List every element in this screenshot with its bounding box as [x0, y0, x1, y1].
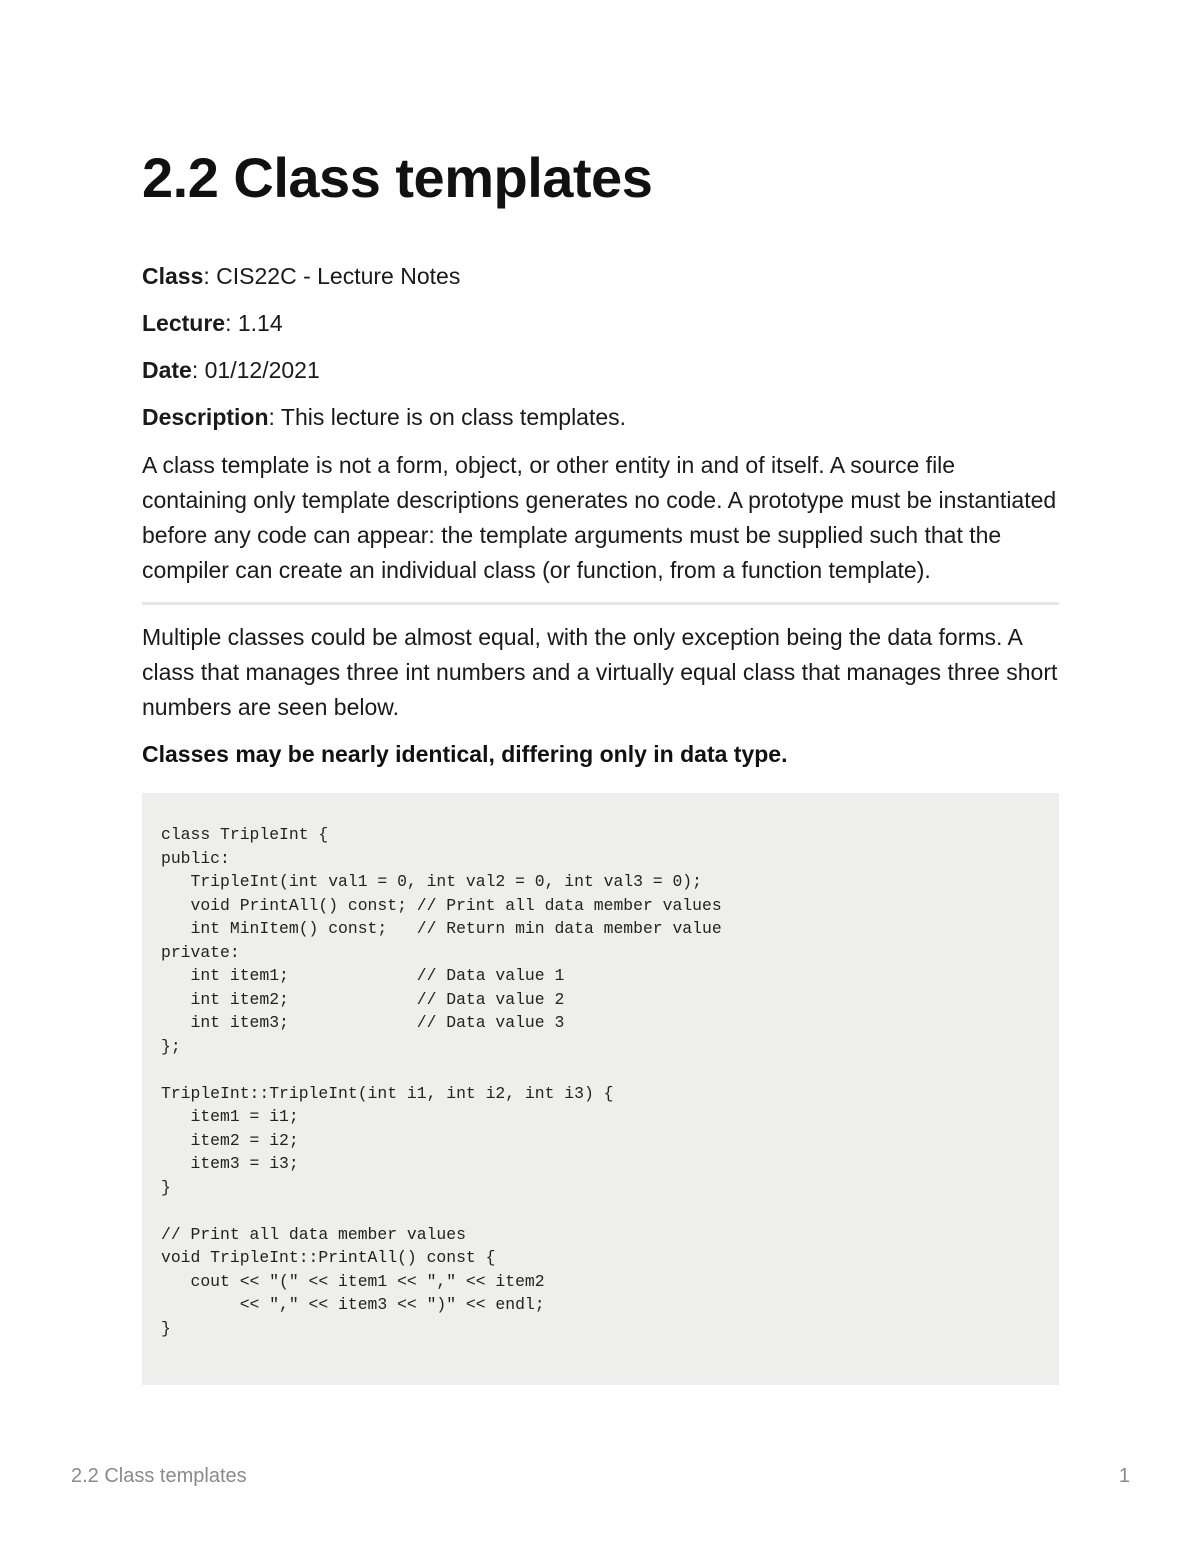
- meta-lecture-label: Lecture: [142, 310, 226, 336]
- meta-description-label: Description: [142, 404, 269, 430]
- footer-title: 2.2 Class templates: [71, 1465, 247, 1487]
- page-content: [142, 140, 1059, 1385]
- meta-description-value: This lecture is on class templates.: [280, 404, 627, 430]
- meta-description: [142, 401, 1059, 433]
- page-title: 2.2 Class templates: [142, 146, 653, 209]
- meta-class-label: Class: [142, 263, 204, 289]
- explanation-paragraph: Multiple classes could be almost equal, with the only exception being the data forms. A class that manages three int numbers and a virtually equal class that manages three short numbers are seen below.: [142, 624, 1058, 720]
- meta-date-label: Date: [142, 357, 192, 383]
- code-block: [142, 793, 1059, 1385]
- code-listing: class TripleInt { public: TripleInt(int val1 = 0, int val2 = 0, int val3 = 0); void PrintAll() const; // Print all data member values int MinItem() const; // Return min data member value private: int item1; // Data value 1 int item2; // Data value 2 int item3; // Data value 3 }; TripleInt::TripleInt(int i1, int i2, int i3) { item1 = i1; item2 = i2; item3 = i3; } // Print all data member values void TripleInt::PrintAll() const { cout << "(" << item1 << "," << item2 << "," << item3 << ")" << endl; }: [161, 825, 722, 1338]
- footer-page-number: 1: [1118, 1465, 1130, 1487]
- section-divider: [142, 602, 1059, 605]
- meta-class-separator: :: [203, 263, 217, 289]
- meta-class-value: CIS22C - Lecture Notes: [216, 263, 461, 289]
- metadata-block: [142, 260, 1059, 433]
- meta-date: [142, 354, 1059, 386]
- intro-paragraph: A class template is not a form, object, or other entity in and of itself. A source file containing only template descriptions generates no code. A prototype must be instantiated before any code can appear: the template arguments must be supplied such that the compiler can create an individual class (or function, from a function template).: [142, 452, 1057, 583]
- meta-description-separator: :: [268, 404, 281, 430]
- meta-date-separator: :: [191, 357, 205, 383]
- code-caption: Classes may be nearly identical, differing only in data type.: [142, 741, 788, 767]
- meta-lecture-value: 1.14: [237, 310, 283, 336]
- meta-class: [142, 260, 1059, 292]
- meta-lecture-separator: :: [225, 310, 238, 336]
- meta-lecture: [142, 307, 1059, 339]
- meta-date-value: 01/12/2021: [204, 357, 320, 383]
